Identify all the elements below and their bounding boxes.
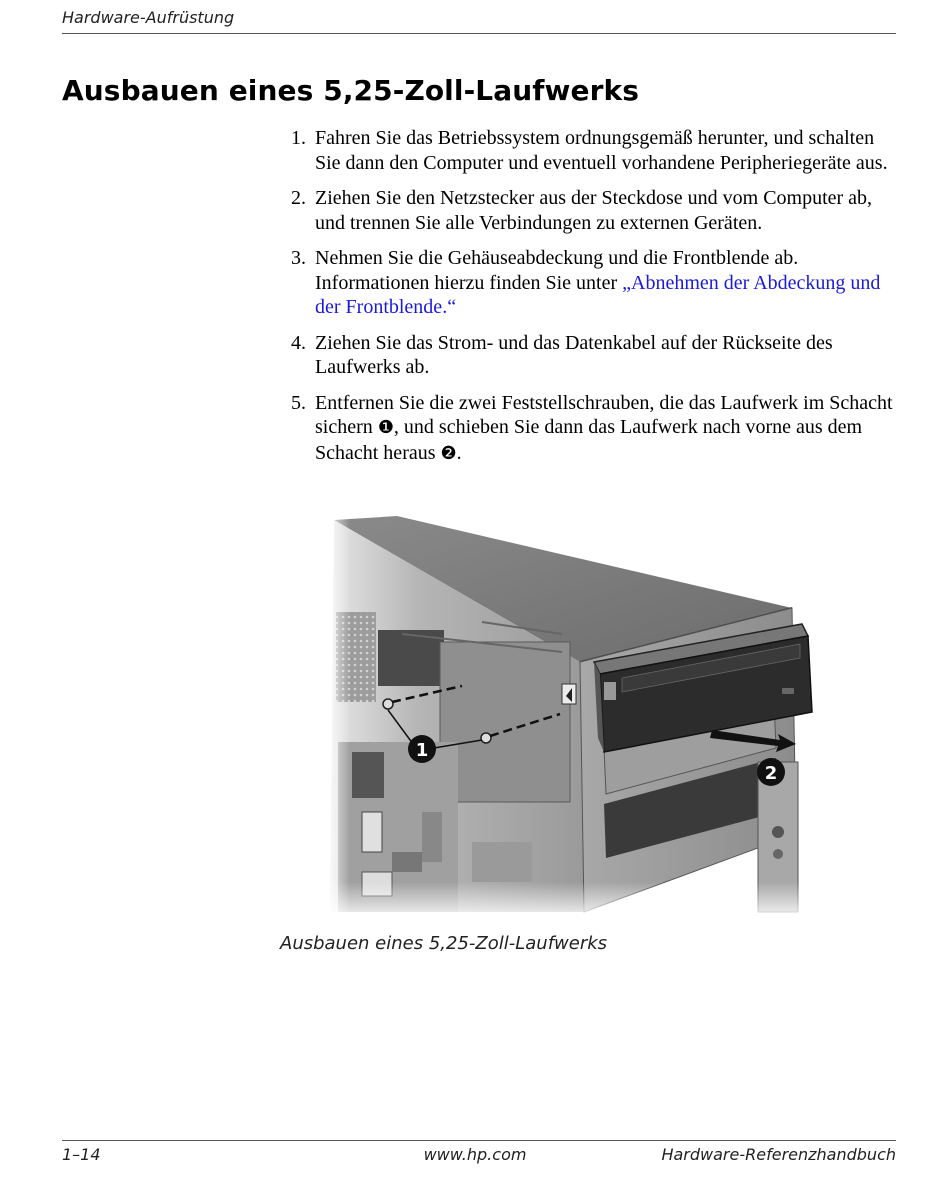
callout-1-label: 1 <box>415 740 429 761</box>
section-title: Ausbauen eines 5,25-Zoll-Laufwerks <box>62 74 640 107</box>
step-text: Fahren Sie das Betriebssystem ordnungsgemäß herunter, und schalten Sie dann den Computer und eventuell vorhandene Peripheriegeräte aus. <box>315 127 888 174</box>
step-text-before-link: Nehmen Sie die Gehäuseabdeckung und die Frontblende ab. Informationen hierzu finden Sie unter <box>315 247 799 294</box>
step-text-part1: Entfernen Sie die zwei Feststellschrauben, die das Laufwerk im Schacht sichern <box>315 391 893 438</box>
step-number: 3. <box>291 247 306 269</box>
step-text-part2: , und schieben Sie dann das Laufwerk nach vorne aus dem Schacht heraus <box>315 416 863 464</box>
drive-removal-illustration <box>322 512 822 922</box>
step-text <box>315 391 901 467</box>
page-number: 1–14 <box>62 1145 101 1164</box>
step-text: Ziehen Sie das Strom- und das Datenkabel auf der Rückseite des Laufwerks ab. <box>315 331 833 378</box>
computer-chassis-drawing <box>322 512 822 922</box>
step-number: 5. <box>291 391 306 414</box>
header-rule <box>62 33 896 34</box>
step-text: Ziehen Sie den Netzstecker aus der Steckdose und vom Computer ab, und trennen Sie alle Verbindungen zu externen Geräten. <box>315 187 873 234</box>
step-4 <box>291 331 901 380</box>
step-5 <box>291 391 901 467</box>
step-number: 4. <box>291 331 306 354</box>
book-title: Hardware-Referenzhandbuch <box>661 1145 896 1164</box>
callout-1-badge <box>408 735 436 763</box>
callout-ref-2: ❷ <box>440 442 457 464</box>
step-number: 1. <box>291 127 306 149</box>
footer-rule <box>62 1140 896 1141</box>
cross-reference-link[interactable]: „Abnehmen der Abdeckung und der Frontblende.“ <box>315 271 881 318</box>
footer-url: www.hp.com <box>423 1145 527 1164</box>
step-2 <box>291 186 901 235</box>
procedure-steps <box>291 126 901 477</box>
step-number: 2. <box>291 187 306 209</box>
callout-2-badge <box>757 758 785 786</box>
step-text <box>315 246 901 320</box>
step-3 <box>291 246 901 320</box>
figure-caption: Ausbauen eines 5,25-Zoll-Laufwerks <box>280 933 608 954</box>
callout-2-label: 2 <box>764 763 778 784</box>
step-text-part3: . <box>456 441 462 464</box>
running-header: Hardware-Aufrüstung <box>62 8 235 27</box>
callout-ref-1: ❶ <box>377 417 394 438</box>
step-1 <box>291 126 901 175</box>
